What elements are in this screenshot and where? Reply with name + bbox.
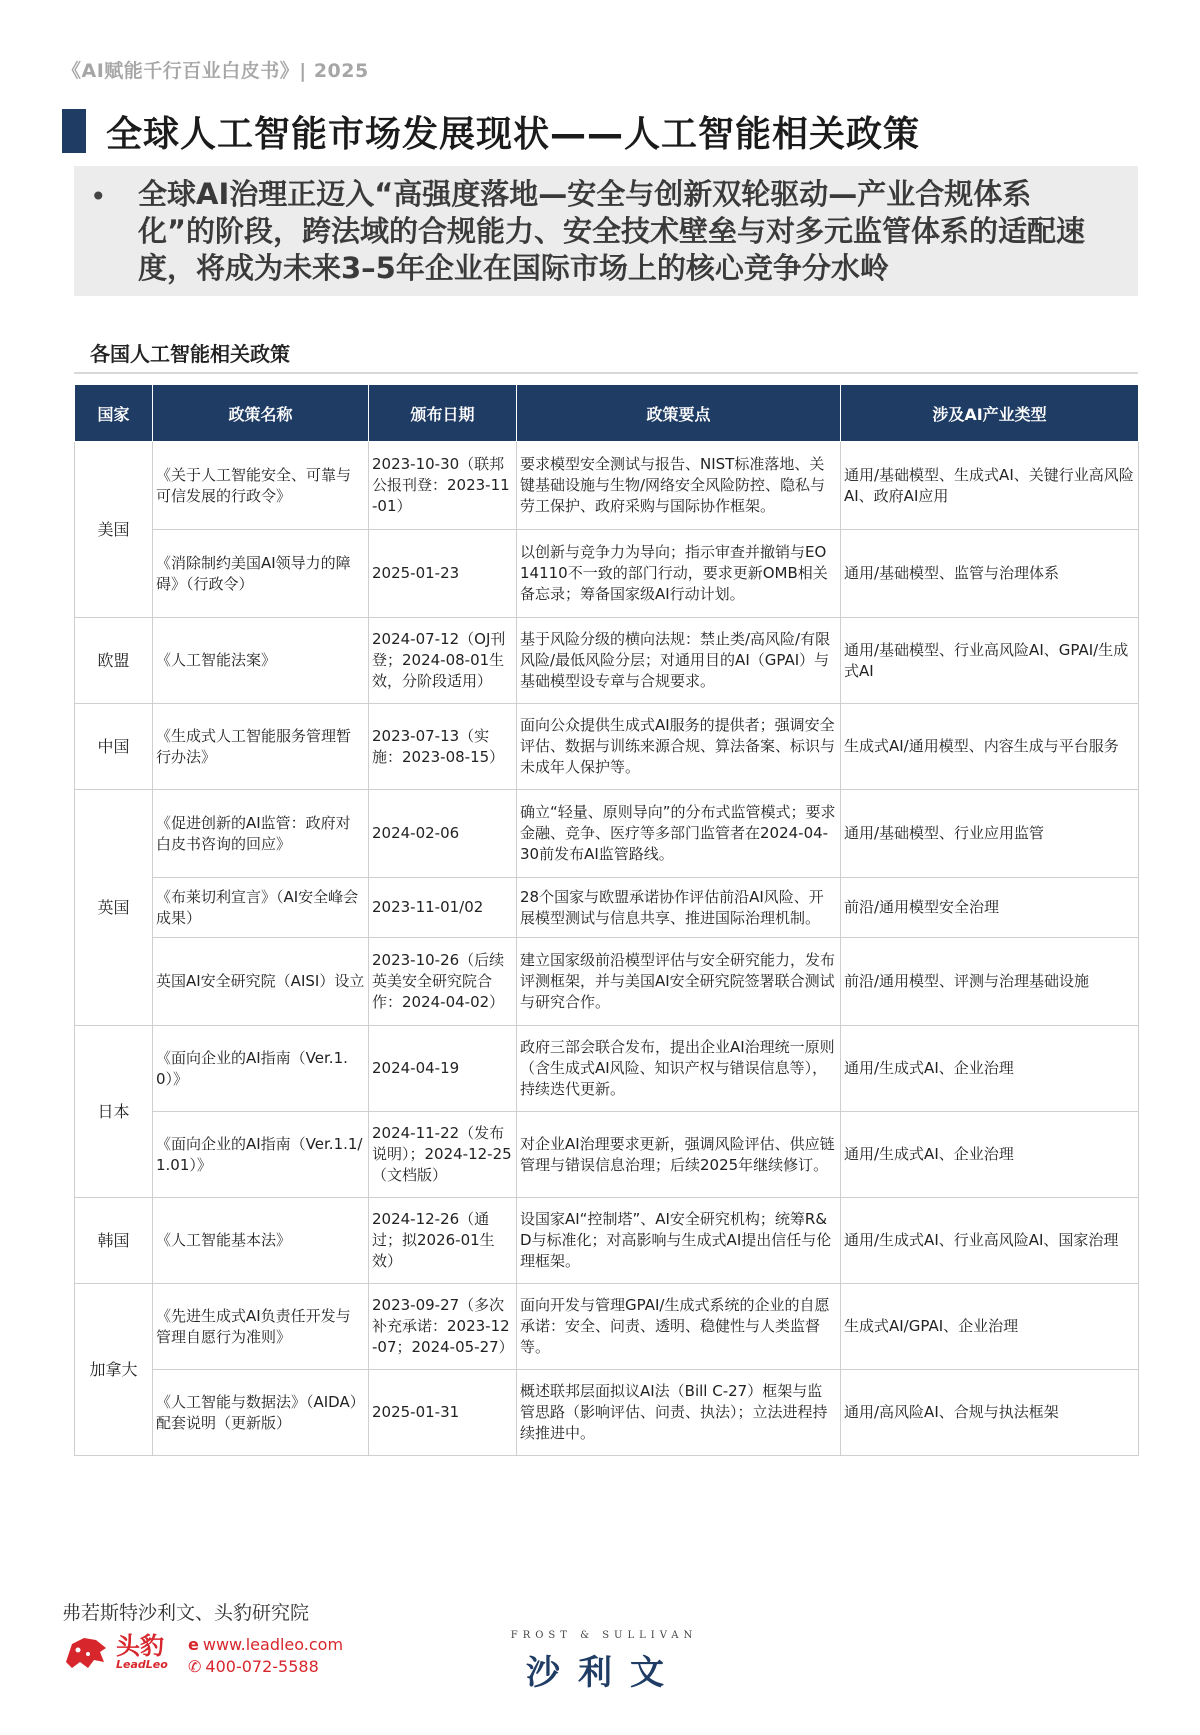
policy-points: 28个国家与欧盟承诺协作评估前沿AI风险、开展模型测试与信息共享、推进国际治理机制。 — [517, 878, 841, 938]
table-row — [75, 1284, 1139, 1370]
policy-date: 2024-04-19 — [369, 1026, 517, 1112]
country-cell: 英国 — [75, 790, 153, 1026]
country-cell: 韩国 — [75, 1198, 153, 1284]
policy-name: 《面向企业的AI指南（Ver.1.1/1.01）》 — [153, 1112, 369, 1198]
frost-sullivan-logo — [506, 1630, 702, 1694]
country-cell: 美国 — [75, 442, 153, 618]
policy-points: 基于风险分级的横向法规：禁止类/高风险/有限风险/最低风险分层；对通用目的AI（GPAI）与基础模型设专章与合规要求。 — [517, 618, 841, 704]
policy-points: 设国家AI“控制塔”、AI安全研究机构；统筹R&D与标准化；对高影响与生成式AI提出信任与伦理框架。 — [517, 1198, 841, 1284]
policy-points: 以创新与竞争力为导向；指示审查并撤销与EO 14110不一致的部门行动，要求更新OMB相关备忘录；筹备国家级AI行动计划。 — [517, 530, 841, 618]
table-row — [75, 704, 1139, 790]
country-cell: 中国 — [75, 704, 153, 790]
policy-date: 2023-09-27（多次补充承诺：2023-12-07；2024-05-27） — [369, 1284, 517, 1370]
header-date: 颁布日期 — [369, 385, 517, 442]
policy-date: 2025-01-23 — [369, 530, 517, 618]
policy-type: 通用/生成式AI、企业治理 — [841, 1112, 1139, 1198]
title-accent-bar — [62, 109, 86, 153]
policy-name: 《人工智能法案》 — [153, 618, 369, 704]
leadleo-en-text: LeadLeo — [116, 1657, 168, 1671]
leadleo-logo — [62, 1632, 168, 1672]
policy-name: 《人工智能与数据法》（AIDA）配套说明（更新版） — [153, 1370, 369, 1456]
table-row — [75, 1112, 1139, 1198]
website-link[interactable]: www.leadleo.com — [202, 1635, 344, 1654]
policy-name: 《促进创新的AI监管：政府对白皮书咨询的回应》 — [153, 790, 369, 878]
policy-date: 2023-11-01/02 — [369, 878, 517, 938]
contact-info — [188, 1634, 343, 1678]
table-row — [75, 442, 1139, 530]
policy-date: 2023-10-26（后续英美安全研究院合作：2024-04-02） — [369, 938, 517, 1026]
policy-date: 2023-07-13（实施：2023-08-15） — [369, 704, 517, 790]
table-header-row — [75, 385, 1139, 442]
policy-type: 通用/基础模型、生成式AI、关键行业高风险AI、政府AI应用 — [841, 442, 1139, 530]
policy-type: 通用/基础模型、监管与治理体系 — [841, 530, 1139, 618]
policy-name: 《人工智能基本法》 — [153, 1198, 369, 1284]
policy-date: 2025-01-31 — [369, 1370, 517, 1456]
country-cell: 日本 — [75, 1026, 153, 1198]
policy-date: 2024-07-12（OJ刊登；2024-08-01生效，分阶段适用） — [369, 618, 517, 704]
policy-type: 通用/生成式AI、企业治理 — [841, 1026, 1139, 1112]
fs-en-text: FROST & SULLIVAN — [510, 1630, 698, 1641]
document-header: 《AI赋能千行百业白皮书》| 2025 — [62, 60, 369, 82]
policy-type: 通用/生成式AI、行业高风险AI、国家治理 — [841, 1198, 1139, 1284]
policy-date: 2023-10-30（联邦公报刊登：2023-11-01） — [369, 442, 517, 530]
title-row — [62, 108, 920, 154]
policy-type: 通用/高风险AI、合规与执法框架 — [841, 1370, 1139, 1456]
leadleo-cn-text: 头豹 — [116, 1631, 164, 1660]
policy-name: 《消除制约美国AI领导力的障碍》（行政令） — [153, 530, 369, 618]
phone-line — [188, 1656, 343, 1678]
header-country: 国家 — [75, 385, 153, 442]
policy-type: 通用/基础模型、行业应用监管 — [841, 790, 1139, 878]
header-industry-type: 涉及AI产业类型 — [841, 385, 1139, 442]
phone-icon: ✆ — [188, 1657, 202, 1676]
phone-number: 400-072-5588 — [205, 1657, 319, 1676]
policy-date: 2024-02-06 — [369, 790, 517, 878]
header-key-points: 政策要点 — [517, 385, 841, 442]
table-row — [75, 618, 1139, 704]
summary-text: 全球AI治理正迈入“高强度落地—安全与创新双轮驱动—产业合规体系化”的阶段，跨法域的合规能力、安全技术壁垒与对多元监管体系的适配速度，将成为未来3–5年企业在国际市场上的核心竞争分水岭 — [138, 177, 1086, 285]
policy-name: 《生成式人工智能服务管理暂行办法》 — [153, 704, 369, 790]
country-cell: 加拿大 — [75, 1284, 153, 1456]
leopard-icon — [62, 1632, 110, 1672]
fs-cn-text: 沙利文 — [526, 1653, 682, 1693]
table-row — [75, 878, 1139, 938]
bullet-icon: • — [90, 180, 107, 213]
policy-points: 概述联邦层面拟议AI法（Bill C-27）框架与监管思路（影响评估、问责、执法）；立法进程持续推进中。 — [517, 1370, 841, 1456]
table-row — [75, 938, 1139, 1026]
policy-points: 要求模型安全测试与报告、NIST标准落地、关键基础设施与生物/网络安全风险防控、隐私与劳工保护、政府采购与国际协作框架。 — [517, 442, 841, 530]
table-row — [75, 530, 1139, 618]
policy-name: 《布莱切利宣言》（AI安全峰会成果） — [153, 878, 369, 938]
policy-name: 英国AI安全研究院（AISI）设立 — [153, 938, 369, 1026]
policy-points: 面向公众提供生成式AI服务的提供者；强调安全评估、数据与训练来源合规、算法备案、标识与未成年人保护等。 — [517, 704, 841, 790]
caption-divider — [74, 372, 1138, 374]
policy-name: 《先进生成式AI负责任开发与管理自愿行为准则》 — [153, 1284, 369, 1370]
policy-name: 《关于人工智能安全、可靠与可信发展的行政令》 — [153, 442, 369, 530]
policy-points: 建立国家级前沿模型评估与安全研究能力，发布评测框架，并与美国AI安全研究院签署联合测试与研究合作。 — [517, 938, 841, 1026]
policy-points: 对企业AI治理要求更新，强调风险评估、供应链管理与错误信息治理；后续2025年继续修订。 — [517, 1112, 841, 1198]
policy-type: 前沿/通用模型、评测与治理基础设施 — [841, 938, 1139, 1026]
policy-type: 前沿/通用模型安全治理 — [841, 878, 1139, 938]
policy-type: 生成式AI/GPAI、企业治理 — [841, 1284, 1139, 1370]
policy-date: 2024-11-22（发布说明）；2024-12-25（文档版） — [369, 1112, 517, 1198]
table-row — [75, 1370, 1139, 1456]
table-row — [75, 790, 1139, 878]
header-policy-name: 政策名称 — [153, 385, 369, 442]
policy-points: 确立“轻量、原则导向”的分布式监管模式；要求金融、竞争、医疗等多部门监管者在2024-04-30前发布AI监管路线。 — [517, 790, 841, 878]
summary-box — [74, 166, 1138, 296]
policy-table — [74, 384, 1139, 1456]
web-icon: e — [188, 1635, 199, 1654]
footer-source: 弗若斯特沙利文、头豹研究院 — [62, 1602, 310, 1624]
policy-name: 《面向企业的AI指南（Ver.1.0）》 — [153, 1026, 369, 1112]
page-title: 全球人工智能市场发展现状——人工智能相关政策 — [106, 113, 921, 155]
website-line[interactable] — [188, 1634, 343, 1656]
policy-date: 2024-12-26（通过；拟2026-01生效） — [369, 1198, 517, 1284]
table-row — [75, 1198, 1139, 1284]
policy-points: 面向开发与管理GPAI/生成式系统的企业的自愿承诺：安全、问责、透明、稳健性与人类监督等。 — [517, 1284, 841, 1370]
policy-type: 生成式AI/通用模型、内容生成与平台服务 — [841, 704, 1139, 790]
policy-type: 通用/基础模型、行业高风险AI、GPAI/生成式AI — [841, 618, 1139, 704]
policy-points: 政府三部会联合发布，提出企业AI治理统一原则（含生成式AI风险、知识产权与错误信息等），持续迭代更新。 — [517, 1026, 841, 1112]
table-caption: 各国人工智能相关政策 — [90, 342, 290, 366]
country-cell: 欧盟 — [75, 618, 153, 704]
table-row — [75, 1026, 1139, 1112]
